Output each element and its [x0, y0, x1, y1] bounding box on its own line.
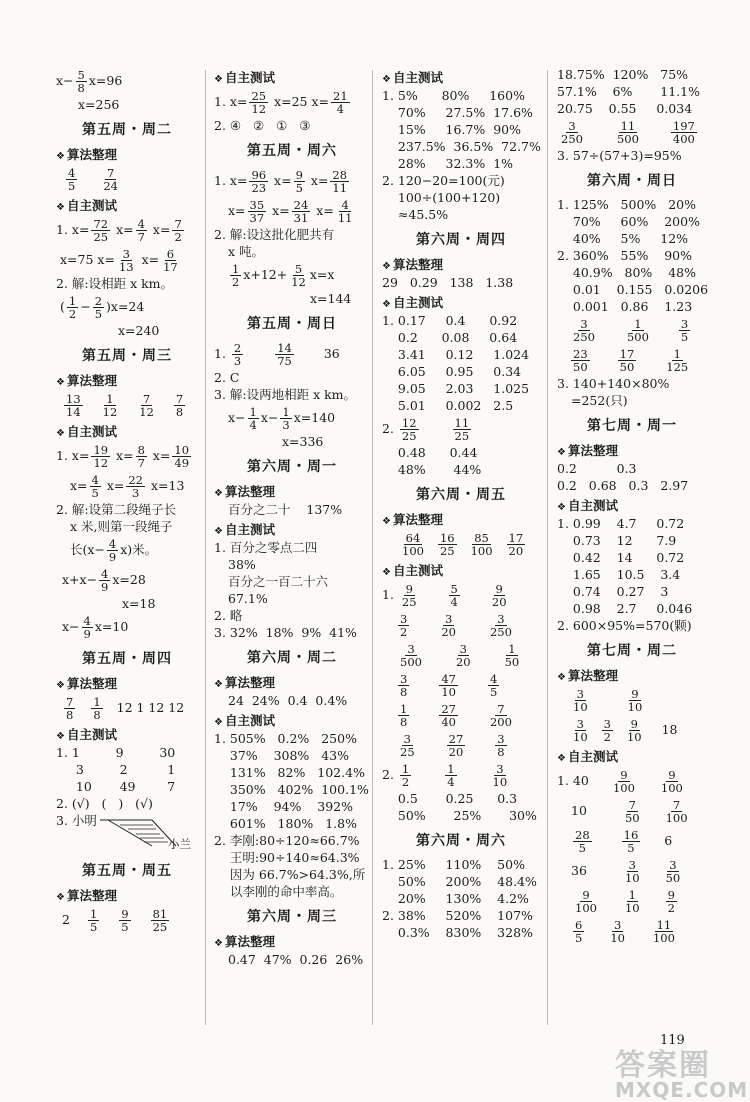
equation-answer: x=336 — [282, 434, 324, 449]
column-divider — [372, 70, 373, 1025]
answer-row — [382, 640, 540, 670]
answer-row: 0.73 12 7.9 — [557, 533, 677, 548]
subsection-heading: ❖ 自主测试 — [56, 424, 117, 439]
section-heading: 第五周・周日 — [247, 316, 337, 332]
subsection-heading: ❖ 算法整理 — [557, 668, 618, 683]
diamond-icon: ❖ — [214, 717, 223, 728]
answer-row: 2. $\frac{1}{2}$ $\frac{1}{4}$ $\frac{3}{10}$ — [382, 762, 508, 789]
equation-answer: x=256 — [78, 97, 120, 112]
equation-answer: x=18 — [122, 596, 156, 611]
answer-row: 1. $\frac{2}{3}$ $\frac{14}{75}$ 36 — [214, 341, 340, 368]
answer-row: 28% 32.3% 1% — [382, 156, 514, 171]
answer-text: 王明:90÷140≈64.3% — [214, 850, 360, 865]
diamond-icon: ❖ — [557, 672, 566, 683]
answer-text: 2. 解:设这批化肥共有 — [214, 227, 335, 242]
answer-row: 0.98 2.7 0.046 — [557, 601, 693, 616]
column-3 — [382, 66, 540, 941]
subsection-heading: ❖ 自主测试 — [557, 498, 618, 513]
page-number: 119 — [660, 1033, 685, 1048]
answer-row: 0.001 0.86 1.23 — [557, 299, 693, 314]
answer-row: 0.01 0.155 0.0206 — [557, 282, 709, 297]
column-2 — [214, 66, 370, 968]
answer-row: 70% 60% 200% — [557, 214, 700, 229]
section-heading: 第五周・周四 — [82, 651, 172, 667]
answer-row: 3.41 0.12 1.024 — [382, 347, 530, 362]
answer-row: 1.65 10.5 3.4 — [557, 567, 681, 582]
section-heading: 第六周・周一 — [247, 459, 337, 475]
answer-row: 0.5 0.25 0.3 — [382, 791, 518, 806]
answer-row: 350% 402% 100.1% — [214, 782, 369, 797]
answer-row: 0.74 0.27 3 — [557, 584, 669, 599]
answer-row: 20.75 0.55 0.034 — [557, 101, 693, 116]
diamond-icon: ❖ — [214, 938, 223, 949]
answer-row: x= $\frac{35}{37}$ x= $\frac{24}{31}$ x= $\frac{4}{11}$ — [228, 198, 353, 225]
diamond-icon: ❖ — [56, 151, 65, 162]
fraction: $\frac{27}{20}$ — [448, 732, 464, 759]
subsection-heading: ❖ 算法整理 — [214, 934, 275, 949]
equation-answer: x=144 — [310, 291, 352, 306]
subsection-heading: ❖ 自主测试 — [382, 70, 443, 85]
answer-row: $\frac{3}{10}$ $\frac{9}{10}$ — [573, 687, 643, 714]
subsection-heading: ❖ 算法整理 — [382, 257, 443, 272]
subsection-heading: ❖ 算法整理 — [56, 147, 117, 162]
answer-row: 1. x= $\frac{96}{23}$ x= $\frac{9}{5}$ x= $\frac{28}{11}$ — [214, 168, 348, 195]
answer-row: 0.2 0.08 0.64 — [382, 330, 518, 345]
answer-row: $\frac{9}{100}$ $\frac{1}{10}$ $\frac{9}{2}$ — [575, 888, 675, 915]
answer-row: 17% 94% 392% — [214, 799, 353, 814]
answer-row: 2. 600×95%=570(颗) — [557, 618, 692, 633]
column-4 — [557, 66, 707, 946]
answer-row: 2. C — [214, 370, 240, 385]
answer-row — [382, 610, 540, 640]
fraction: $\frac{9}{20}$ — [491, 582, 507, 609]
answer-row: 1. x= $\frac{19}{12}$ x= $\frac{8}{7}$ x= $\frac{10}{49}$ — [56, 443, 190, 470]
answer-row: 36 $\frac{3}{10}$ $\frac{3}{50}$ — [571, 858, 681, 885]
section-heading: 第六周・周四 — [416, 232, 506, 248]
equation: $\frac{1}{2}$ x+12+ $\frac{5}{12}$ x=x — [232, 262, 335, 289]
diamond-icon: ❖ — [56, 428, 65, 439]
section-heading: 第七周・周二 — [587, 643, 677, 659]
answer-row: 6.05 0.95 0.34 — [382, 364, 522, 379]
direction-sketch: 3. 小明 小兰 — [56, 812, 198, 854]
answer-row — [382, 700, 540, 730]
answer-row: 百分之一百二十六 — [228, 574, 329, 589]
answer-row: $\frac{28}{5}$ $\frac{16}{5}$ 6 — [575, 828, 673, 855]
answer-text: 因为 66.7%>64.3%,所 — [214, 867, 366, 882]
diamond-icon: ❖ — [557, 753, 566, 764]
diamond-icon: ❖ — [56, 680, 65, 691]
answer-row: 3 2 1 — [56, 762, 176, 777]
answer-text: 2. 120−20=100(元) — [382, 173, 505, 188]
section-heading: 第六周・周六 — [416, 833, 506, 849]
fraction: $\frac{7}{200}$ — [489, 702, 512, 729]
answer-row: $\frac{23}{50}$ $\frac{17}{50}$ $\frac{1}{125}$ — [573, 347, 689, 374]
answer-row: $\frac{6}{5}$ $\frac{3}{10}$ $\frac{11}{100}$ — [575, 918, 675, 945]
fraction: $\frac{3}{25}$ — [400, 732, 415, 759]
answer-text: 长(x− $\frac{4}{9}$ x)米。 — [70, 537, 158, 564]
diamond-icon: ❖ — [214, 526, 223, 537]
answer-row: 0.3% 830% 328% — [382, 925, 533, 940]
answer-row: $\frac{3}{250}$ $\frac{11}{500}$ $\frac{197}{400}$ — [561, 119, 695, 146]
equation: ( $\frac{1}{2}$ − $\frac{2}{5}$ )x=24 — [60, 294, 145, 321]
answer-row: 38% — [228, 557, 256, 572]
answer-text: 2. 解:设第二段绳子长 — [56, 502, 177, 517]
answer-row: $\frac{13}{14}$ $\frac{1}{12}$ $\frac{7}{12}$ $\frac{7}{8}$ — [66, 392, 184, 419]
answer-row: $\frac{3}{10}$ $\frac{3}{2}$ $\frac{9}{10}$ 18 — [573, 717, 678, 744]
subsection-heading: ❖ 自主测试 — [382, 563, 443, 578]
answer-row: x= $\frac{4}{5}$ x= $\frac{22}{3}$ x=13 — [70, 473, 185, 500]
fraction: $\frac{3}{2}$ — [400, 612, 408, 639]
answer-row: 0.2 0.3 — [557, 461, 637, 476]
section-heading: 第五周・周五 — [82, 863, 172, 879]
answer-text: 3. 解:设两地相距 x km。 — [214, 387, 357, 402]
diamond-icon: ❖ — [382, 516, 391, 527]
answer-row: $\frac{4}{5}$ $\frac{7}{24}$ — [68, 166, 118, 193]
answer-row: 1. 25% 110% 50% — [382, 857, 525, 872]
answer-row: 2. 360% 55% 90% — [557, 248, 693, 263]
answer-row: 37% 308% 43% — [214, 748, 350, 763]
subsection-heading: ❖ 算法整理 — [382, 512, 443, 527]
answer-text: 2. 解:设相距 x km。 — [56, 276, 174, 291]
subsection-heading: ❖ 算法整理 — [56, 676, 117, 691]
fraction: $\frac{3}{500}$ — [400, 642, 422, 669]
column-1 — [56, 66, 198, 935]
subsection-heading: ❖ 算法整理 — [557, 443, 618, 458]
answer-row: 67.1% — [228, 591, 268, 606]
watermark-logo: 答案圈 MXQE.COM — [615, 1048, 749, 1102]
answer-row — [382, 670, 540, 700]
fraction: $\frac{9}{25}$ — [401, 582, 417, 609]
section-heading: 第六周・周五 — [416, 487, 506, 503]
answer-row: 15% 16.7% 90% — [382, 122, 521, 137]
subsection-heading: ❖ 算法整理 — [56, 373, 117, 388]
subsection-heading: ❖ 自主测试 — [56, 727, 117, 742]
section-heading: 第七周・周一 — [587, 418, 677, 434]
column-divider — [547, 70, 548, 1025]
equation: x− $\frac{4}{9}$ x=10 — [62, 614, 129, 641]
answer-row: 1. x= $\frac{72}{25}$ x= $\frac{4}{7}$ x= $\frac{7}{2}$ — [56, 217, 182, 244]
answer-row: 2. 略 — [214, 608, 243, 623]
section-heading: 第六周・周三 — [247, 909, 337, 925]
subsection-heading: ❖ 自主测试 — [214, 522, 275, 537]
answer-row: 48% 44% — [382, 462, 482, 477]
diamond-icon: ❖ — [56, 377, 65, 388]
subsection-heading: ❖ 算法整理 — [214, 675, 275, 690]
answer-row: $\frac{64}{100}$ $\frac{16}{25}$ $\frac{85}{100}$ $\frac{17}{20}$ — [402, 531, 524, 558]
item-number: 1. — [382, 587, 398, 602]
fraction: $\frac{1}{8}$ — [400, 702, 408, 729]
equation: x+x− $\frac{4}{9}$ x=28 — [62, 567, 146, 594]
answer-row: 131% 82% 102.4% — [214, 765, 365, 780]
answer-row: $\frac{7}{8}$ $\frac{1}{8}$ 12 1 12 12 — [66, 695, 185, 722]
fraction: $\frac{1}{50}$ — [504, 642, 520, 669]
diamond-icon: ❖ — [382, 299, 391, 310]
answer-text: ≈45.5% — [382, 207, 449, 222]
answer-row: 0.42 14 0.72 — [557, 550, 685, 565]
subsection-heading: ❖ 自主测试 — [382, 295, 443, 310]
answer-text: =252(只) — [571, 393, 628, 408]
subsection-heading: ❖ 自主测试 — [214, 713, 275, 728]
fraction: $\frac{47}{10}$ — [441, 672, 456, 699]
answer-row: x=75 x= $\frac{3}{13}$ x= $\frac{6}{17}$ — [60, 247, 178, 274]
answer-row: 1. x= $\frac{25}{12}$ x=25 x= $\frac{21}{4}$ — [214, 89, 348, 116]
subsection-heading: ❖ 算法整理 — [56, 888, 117, 903]
fraction: $\frac{3}{250}$ — [489, 612, 512, 639]
diamond-icon: ❖ — [557, 502, 566, 513]
section-heading: 第六周・周日 — [587, 173, 677, 189]
answer-row: 237.5% 36.5% 72.7% — [382, 139, 541, 154]
answer-row: 2. 38% 520% 107% — [382, 908, 533, 923]
answer-row: 2. ④ ② ① ③ — [214, 118, 311, 133]
answer-row: 40.9% 80% 48% — [557, 265, 696, 280]
answer-row: 29 0.29 138 1.38 — [382, 275, 514, 290]
equation: x− $\frac{1}{4}$ x− $\frac{1}{3}$ x=140 — [228, 405, 336, 432]
answer-text: 3. 140+140×80% — [557, 376, 670, 391]
answer-row: 1. 0.17 0.4 0.92 — [382, 313, 518, 328]
section-heading: 第五周・周三 — [82, 348, 172, 364]
diamond-icon: ❖ — [56, 892, 65, 903]
diamond-icon: ❖ — [382, 567, 391, 578]
diamond-icon: ❖ — [56, 202, 65, 213]
answer-text: 100÷(100+120) — [382, 190, 501, 205]
answer-text: 2. 李刚:80÷120≈66.7% — [214, 833, 360, 848]
answer-text: x 吨。 — [228, 244, 265, 259]
subsection-heading: ❖ 自主测试 — [557, 749, 618, 764]
answer-row: 2. $\frac{12}{25}$ $\frac{11}{25}$ — [382, 416, 470, 443]
answer-row: 3. 32% 18% 9% 41% — [214, 625, 357, 640]
answer-row: 1. 125% 500% 20% — [557, 197, 696, 212]
answer-text: 以李刚的命中率高。 — [214, 884, 343, 899]
answer-row: 1. 505% 0.2% 250% — [214, 731, 357, 746]
fraction: $\frac{5}{4}$ — [450, 582, 458, 609]
answer-row — [382, 730, 540, 760]
subsection-heading: ❖ 自主测试 — [56, 198, 117, 213]
answer-row: 5.01 0.002 2.5 — [382, 398, 514, 413]
answer-row: 20% 130% 4.2% — [382, 891, 529, 906]
answer-row: $\frac{3}{250}$ $\frac{1}{500}$ $\frac{3}{5}$ — [573, 317, 689, 344]
diamond-icon: ❖ — [214, 488, 223, 499]
answer-row: 百分之二十 137% — [228, 502, 343, 517]
fraction: $\frac{3}{8}$ — [497, 732, 505, 759]
answer-text: x 米,则第一段绳子 — [70, 519, 173, 534]
answer-row: 0.2 0.68 0.3 2.97 — [557, 478, 689, 493]
diamond-icon: ❖ — [382, 261, 391, 272]
section-heading: 第五周・周六 — [247, 143, 337, 159]
answer-row: 2. (√) ( ) (√) — [56, 796, 153, 811]
answer-row: 9.05 2.03 1.025 — [382, 381, 530, 396]
answer-row: 1. 百分之零点二四 — [214, 540, 318, 555]
fraction: $\frac{27}{40}$ — [441, 702, 456, 729]
equation: x− $\frac{5}{8}$ x=96 — [56, 68, 123, 95]
answer-row: 50% 25% 30% — [382, 808, 537, 823]
answer-row: 10 $\frac{7}{50}$ $\frac{7}{100}$ — [571, 798, 688, 825]
answer-row: 10 49 7 — [56, 779, 176, 794]
answer-row: 18.75% 120% 75% — [557, 67, 689, 82]
fraction-grid — [382, 580, 540, 760]
section-heading: 第五周・周二 — [82, 122, 172, 138]
fraction: $\frac{3}{8}$ — [400, 672, 408, 699]
answer-row: 1. 40 $\frac{9}{100}$ $\frac{9}{100}$ — [557, 768, 683, 795]
answer-row: 1. 0.99 4.7 0.72 — [557, 516, 685, 531]
equation-answer: x=240 — [118, 323, 160, 338]
answer-row: 57.1% 6% 11.1% — [557, 84, 700, 99]
diamond-icon: ❖ — [214, 679, 223, 690]
fraction: $\frac{3}{20}$ — [441, 612, 456, 639]
answer-row: 0.47 47% 0.26 26% — [228, 952, 364, 967]
answer-row: 70% 27.5% 17.6% — [382, 105, 533, 120]
diamond-icon: ❖ — [382, 74, 391, 85]
answer-row: 40% 5% 12% — [557, 231, 689, 246]
subsection-heading: ❖ 算法整理 — [214, 484, 275, 499]
diamond-icon: ❖ — [557, 447, 566, 458]
answer-row: 601% 180% 1.8% — [214, 816, 357, 831]
answer-row: 2 $\frac{1}{5}$ $\frac{9}{5}$ $\frac{81}{25}$ — [62, 907, 168, 934]
subsection-heading: ❖ 自主测试 — [214, 70, 275, 85]
section-heading: 第六周・周二 — [247, 650, 337, 666]
answer-row: 1. 1 9 30 — [56, 745, 176, 760]
answer-row — [382, 580, 540, 610]
fraction: $\frac{3}{20}$ — [455, 642, 471, 669]
answer-row: 50% 200% 48.4% — [382, 874, 537, 889]
column-divider — [205, 70, 206, 1025]
diamond-icon: ❖ — [214, 74, 223, 85]
answer-row: 24 24% 0.4 0.4% — [228, 693, 348, 708]
answer-row: 3. 57÷(57+3)=95% — [557, 148, 682, 163]
answer-row: 1. 5% 80% 160% — [382, 88, 525, 103]
fraction: $\frac{4}{5}$ — [489, 672, 498, 699]
diamond-icon: ❖ — [56, 731, 65, 742]
answer-row: 0.48 0.44 — [382, 445, 478, 460]
